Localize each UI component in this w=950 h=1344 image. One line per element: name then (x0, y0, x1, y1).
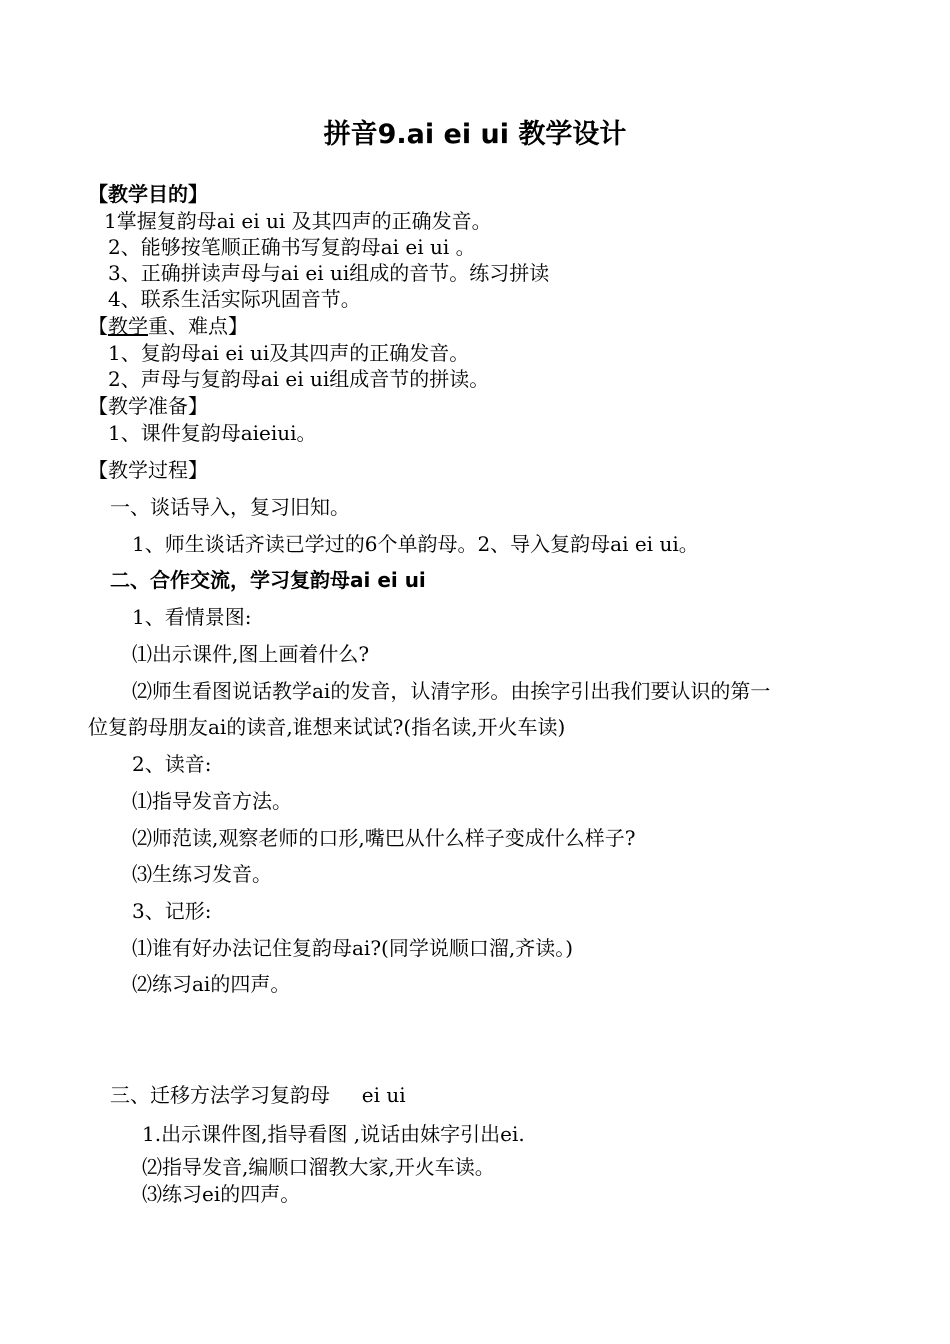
goal-item: 3、正确拼读声母与ai ei ui组成的音节。练习拼读 (108, 261, 550, 285)
part2-step: ⑵师范读,观察老师的口形,嘴巴从什么样子变成什么样子? (132, 826, 636, 850)
key-point-item: 2、声母与复韵母ai ei ui组成音节的拼读。 (108, 367, 490, 391)
key-point-item: 1、复韵母ai ei ui及其四声的正确发音。 (108, 341, 470, 365)
part2-step: ⑴指导发音方法。 (132, 789, 292, 813)
part2-step: ⑵练习ai的四声。 (132, 972, 291, 996)
underlined-text: 教学 (108, 314, 148, 338)
part3-step: ⑶练习ei的四声。 (142, 1182, 301, 1206)
goal-item: 4、联系生活实际巩固音节。 (108, 287, 361, 311)
bracket-open: 【 (88, 314, 108, 338)
goal-item: 1掌握复韵母ai ei ui 及其四声的正确发音。 (104, 209, 492, 233)
part1-text: 1、师生谈话齐读已学过的6个单韵母。2、导入复韵母ai ei ui。 (132, 532, 699, 556)
key-points-heading (88, 313, 248, 339)
part2-step: ⑴出示课件,图上画着什么? (132, 642, 370, 666)
part3-step: 1.出示课件图,指导看图 ,说话由妹字引出ei. (142, 1122, 525, 1146)
part2-step-continued: 位复韵母朋友ai的读音,谁想来试试?(指名读,开火车读) (88, 715, 566, 739)
preparation-heading: 【教学准备】 (88, 394, 208, 418)
process-heading: 【教学过程】 (88, 458, 208, 482)
heading-rest: 重、难点】 (148, 314, 248, 338)
part2-step: 3、记形: (132, 899, 212, 923)
part3-heading: 三、迁移方法学习复韵母 ei ui (110, 1083, 406, 1107)
preparation-item: 1、课件复韵母aieiui。 (108, 421, 317, 445)
part2-step: ⑴谁有好办法记住复韵母ai?(同学说顺口溜,齐读。) (132, 936, 574, 960)
part2-step: 2、读音: (132, 752, 212, 776)
goal-item: 2、能够按笔顺正确书写复韵母ai ei ui 。 (108, 235, 476, 259)
part2-heading: 二、合作交流，学习复韵母ai ei ui (110, 568, 426, 592)
part2-step: ⑶生练习发音。 (132, 862, 272, 886)
part2-step: ⑵师生看图说话教学ai的发音，认清字形。由挨字引出我们要认识的第一 (132, 679, 771, 703)
part3-step: ⑵指导发音,编顺口溜教大家,开火车读。 (142, 1155, 495, 1179)
goals-heading: 【教学目的】 (88, 182, 208, 206)
page-title: 拼音9.ai ei ui 教学设计 (323, 119, 627, 150)
part1-heading: 一、谈话导入，复习旧知。 (110, 495, 350, 519)
part2-step: 1、看情景图: (132, 605, 252, 629)
